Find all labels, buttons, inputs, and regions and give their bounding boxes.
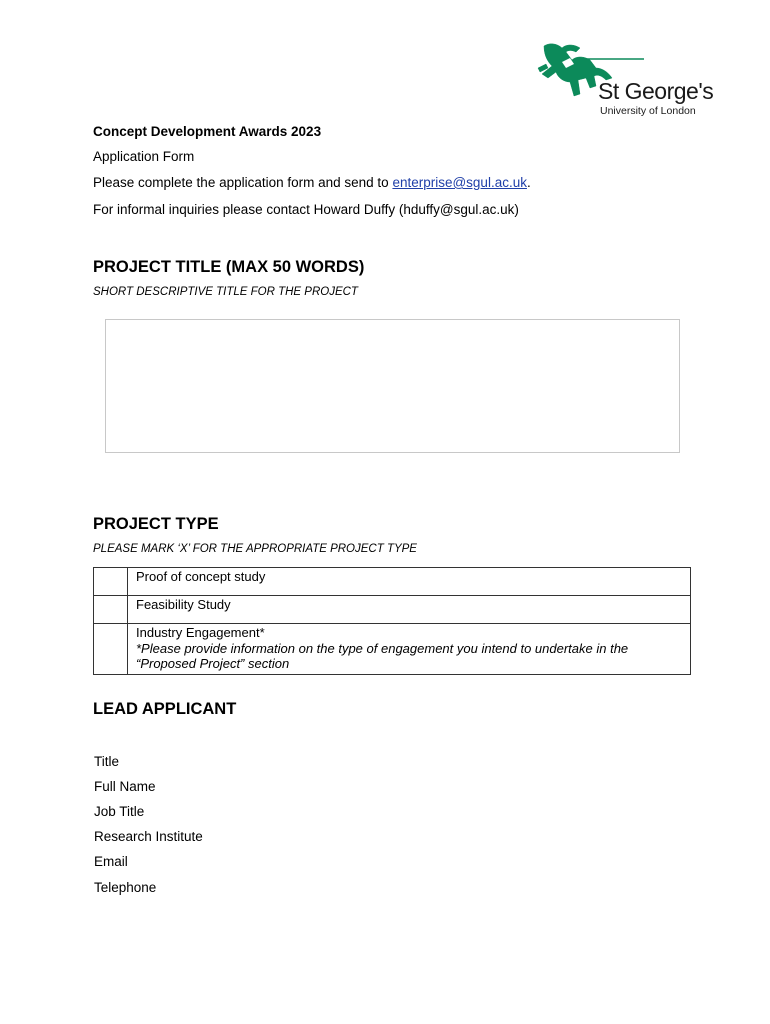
option-label: Industry Engagement* bbox=[136, 625, 265, 640]
field-label-research-institute: Research Institute bbox=[94, 829, 203, 844]
contact-text: For informal inquiries please contact Howard Duffy (hduffy@sgul.ac.uk) bbox=[93, 202, 519, 217]
project-type-heading: PROJECT TYPE bbox=[93, 515, 219, 533]
project-title-input-box[interactable] bbox=[105, 319, 680, 453]
st-georges-logo bbox=[536, 38, 716, 122]
option-note: *Please provide information on the type of engagement you intend to undertake in the “Proposed Project” section bbox=[136, 640, 629, 671]
document-title: Concept Development Awards 2023 bbox=[93, 124, 322, 139]
instruction-suffix: . bbox=[526, 175, 531, 190]
field-label-email: Email bbox=[94, 854, 128, 869]
field-label-title: Title bbox=[94, 754, 120, 769]
field-label-job-title: Job Title bbox=[94, 804, 145, 819]
project-type-subheading: PLEASE MARK ‘X’ FOR THE APPROPRIATE PROJECT TYPE bbox=[93, 543, 417, 555]
project-type-mark-cell[interactable] bbox=[94, 624, 128, 675]
logo-subtitle: University of London bbox=[600, 105, 696, 117]
project-title-heading: PROJECT TITLE (MAX 50 WORDS) bbox=[93, 258, 365, 276]
instruction-prefix: Please complete the application form and send to bbox=[93, 175, 393, 190]
lead-applicant-heading: LEAD APPLICANT bbox=[93, 700, 237, 718]
field-label-telephone: Telephone bbox=[94, 880, 157, 895]
field-label-full-name: Full Name bbox=[94, 779, 156, 794]
project-title-subheading: SHORT DESCRIPTIVE TITLE FOR THE PROJECT bbox=[93, 286, 358, 298]
project-type-label bbox=[128, 596, 691, 624]
option-label: Feasibility Study bbox=[136, 597, 231, 612]
project-type-row bbox=[94, 596, 691, 624]
project-type-label bbox=[128, 568, 691, 596]
enterprise-email-link[interactable]: enterprise@sgul.ac.uk bbox=[392, 175, 527, 190]
project-type-mark-cell[interactable] bbox=[94, 596, 128, 624]
instruction-text bbox=[93, 175, 531, 190]
project-type-mark-cell[interactable] bbox=[94, 568, 128, 596]
option-label: Proof of concept study bbox=[136, 569, 266, 584]
project-type-row bbox=[94, 624, 691, 675]
project-type-row bbox=[94, 568, 691, 596]
project-type-table bbox=[93, 567, 691, 675]
form-label: Application Form bbox=[93, 149, 195, 164]
project-type-label bbox=[128, 624, 691, 675]
logo-name: St George's bbox=[598, 78, 714, 104]
